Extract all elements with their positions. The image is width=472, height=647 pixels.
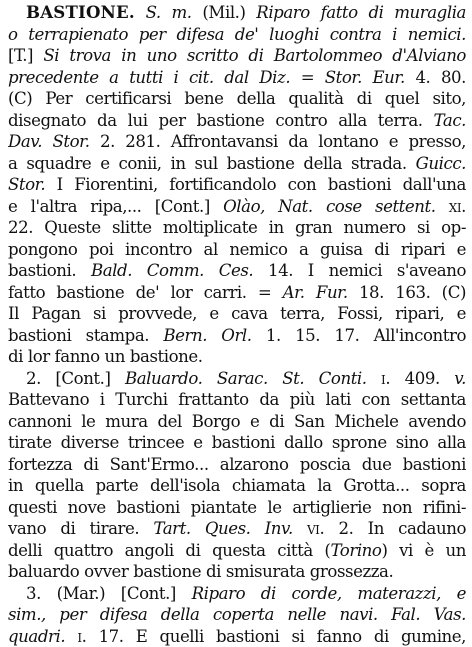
text-segment: bastioni stampa. <box>8 326 163 345</box>
text-segment: baluardo ovver bastione di smisurata grossezza. <box>8 562 393 581</box>
roman-numeral: vi. <box>293 519 325 538</box>
italic-text: o terrapienato per difesa de' luoghi contra i nemici. <box>8 25 466 44</box>
italic-text: quadri. <box>8 627 65 646</box>
text-line <box>8 432 466 454</box>
text-line <box>8 88 466 110</box>
text-segment: 2. [Cont.] <box>26 369 125 388</box>
text-segment: e l'altra ripa,... [Cont.] <box>8 197 223 216</box>
text-segment: 409. <box>390 369 454 388</box>
text-line <box>8 282 466 304</box>
text-segment: a squadre e conii, in sul bastione della strada. <box>8 154 416 173</box>
text-line <box>8 583 466 605</box>
text-line <box>8 217 466 239</box>
text-segment: Il Pagan si provvede, e cava terra, Fossi, ripari, e <box>8 304 466 323</box>
text-segment: 22. Queste slitte moltiplicate in gran numero si op- <box>8 218 466 237</box>
italic-text: Stor. <box>8 175 45 194</box>
italic-text: Guicc. <box>416 154 466 173</box>
italic-text: Bern. Orl. <box>163 326 251 345</box>
text-segment: 1. 15. 17. All'incontro <box>252 326 466 345</box>
roman-numeral: xi. <box>436 197 466 216</box>
text-segment: tirate diverse trincee e bastioni dallo sprone sino alla <box>8 433 466 452</box>
text-segment: 14. I nemici s'aveano <box>253 261 466 280</box>
italic-text: Tart. Ques. Inv. <box>153 519 292 538</box>
text-segment <box>135 3 146 22</box>
text-line <box>8 518 466 540</box>
roman-numeral: i. <box>65 627 86 646</box>
text-segment: I Fiorentini, fortificandolo con bastioni dall'una <box>45 175 466 194</box>
text-line <box>8 346 466 368</box>
text-line <box>8 174 466 196</box>
text-segment: fortezza di Sant'Ermo... alzarono poscia due bastioni <box>8 455 466 474</box>
roman-numeral: i. <box>367 369 391 388</box>
text-segment: (C) Per certificarsi bene della qualità di quel sito, <box>8 89 466 108</box>
text-segment: disegnato da lui per bastione contro alla terra. <box>8 111 434 130</box>
text-segment: pongono poi incontro al nemico a guisa di ripari e <box>8 240 466 259</box>
text-segment: (Mil.) <box>192 3 257 22</box>
text-segment: fatto bastione de' lor carri. = <box>8 283 283 302</box>
text-segment: [T.] <box>8 46 43 65</box>
text-segment: 4. 80. <box>405 68 466 87</box>
text-line <box>8 604 466 626</box>
text-segment: questi nove bastioni piantate le artiglierie non rifini- <box>8 498 466 517</box>
text-line <box>8 540 466 562</box>
text-segment: 17. E quelli bastioni si fanno di gumine, <box>86 627 466 646</box>
text-line <box>8 131 466 153</box>
text-line <box>8 196 466 218</box>
text-segment: vano di tirare. <box>8 519 153 538</box>
text-segment: delli quattro angoli di questa città ( <box>8 541 330 560</box>
text-segment: 2. 281. Affrontavansi da lontano e presso, <box>90 132 466 151</box>
italic-text: Baluardo. Sarac. St. Conti. <box>125 369 367 388</box>
text-line <box>8 368 466 390</box>
text-segment: cannoni le mura del Borgo e di San Michele avendo <box>8 412 466 431</box>
text-segment: bastioni. <box>8 261 91 280</box>
italic-text: v. <box>454 369 466 388</box>
italic-text: Olào, Nat. cose settent. <box>223 197 435 216</box>
text-segment: = <box>290 68 325 87</box>
italic-text: sim., per difesa della coperta nelle navi. Fal. Vas. <box>8 605 466 624</box>
text-line <box>8 153 466 175</box>
italic-text: precedente a tutti i cit. dal Diz. <box>8 68 290 87</box>
text-line <box>8 454 466 476</box>
text-segment: ) vi è un <box>381 541 466 560</box>
text-line <box>8 475 466 497</box>
headword: BASTIONE. <box>26 2 135 22</box>
text-line <box>8 389 466 411</box>
text-line <box>8 411 466 433</box>
italic-text: S. m. <box>146 3 192 22</box>
italic-text: Stor. Eur. <box>325 68 405 87</box>
italic-text: Riparo di corde, materazzi, e <box>192 584 466 603</box>
italic-text: Si trova in uno scritto di Bartolommeo d'Alviano <box>43 46 466 65</box>
text-line <box>8 2 466 24</box>
dictionary-entry-bastione <box>8 2 466 647</box>
text-segment: di lor fanno un bastione. <box>8 347 203 366</box>
text-segment: 2. In cadauno <box>324 519 466 538</box>
italic-text: Riparo fatto di muraglia <box>256 3 466 22</box>
text-line <box>8 260 466 282</box>
text-line <box>8 561 466 583</box>
italic-text: Torino <box>330 541 381 560</box>
italic-text: Dav. Stor. <box>8 132 90 151</box>
text-segment: 3. (Mar.) [Cont.] <box>26 584 192 603</box>
text-line <box>8 239 466 261</box>
text-segment: Battevano i Turchi frattanto da più lati con settanta <box>8 390 466 409</box>
italic-text: Bald. Comm. Ces. <box>91 261 253 280</box>
text-line <box>8 67 466 89</box>
text-line <box>8 497 466 519</box>
italic-text: Ar. Fur. <box>283 283 348 302</box>
italic-text: Tac. <box>434 111 466 130</box>
text-segment: in quella parte dell'isola chiamata la Grotta... sopra <box>8 476 466 495</box>
text-segment: 18. 163. (C) <box>348 283 466 302</box>
text-line <box>8 303 466 325</box>
text-line <box>8 325 466 347</box>
text-line <box>8 45 466 67</box>
text-line <box>8 110 466 132</box>
text-line <box>8 24 466 46</box>
